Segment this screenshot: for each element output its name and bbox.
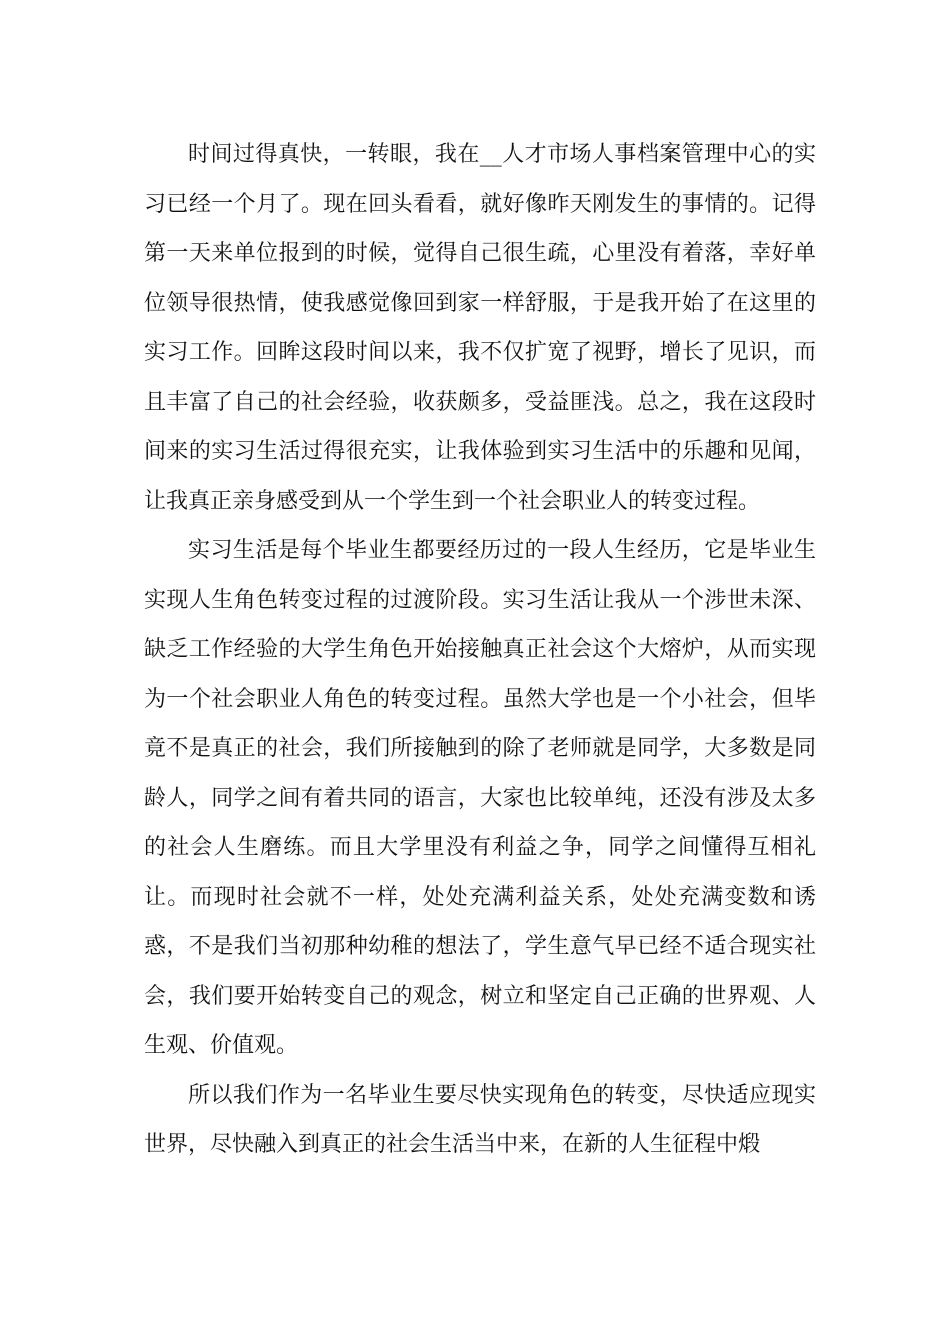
- paragraph-1: 时间过得真快，一转眼，我在__人才市场人事档案管理中心的实习已经一个月了。现在回头看看，就好像昨天刚发生的事情的。记得第一天来单位报到的时候，觉得自己很生疏，心里没有着落，幸好单位领导很热情，使我感觉像回到家一样舒服，于是我开始了在这里的实习工作。回眸这段时间以来，我不仅扩宽了视野，增长了见识，而且丰富了自己的社会经验，收获颇多，受益匪浅。总之，我在这段时间来的实习生活过得很充实，让我体验到实习生活中的乐趣和见闻，让我真正亲身感受到从一个学生到一个社会职业人的转变过程。: [144, 142, 816, 514]
- paragraph-2: 实习生活是每个毕业生都要经历过的一段人生经历，它是毕业生实现人生角色转变过程的过渡阶段。实习生活让我从一个涉世未深、缺乏工作经验的大学生角色开始接触真正社会这个大熔炉，从而实现为一个社会职业人角色的转变过程。虽然大学也是一个小社会，但毕竟不是真正的社会，我们所接触到的除了老师就是同学，大多数是同龄人，同学之间有着共同的语言，大家也比较单纯，还没有涉及太多的社会人生磨练。而且大学里没有利益之争，同学之间懂得互相礼让。而现时社会就不一样，处处充满利益关系，处处充满变数和诱惑，不是我们当初那种幼稚的想法了，学生意气早已经不适合现实社会，我们要开始转变自己的观念，树立和坚定自己正确的世界观、人生观、价值观。: [144, 538, 816, 1058]
- document-body: [144, 130, 816, 1170]
- paragraph-3: 所以我们作为一名毕业生要尽快实现角色的转变，尽快适应现实世界，尽快融入到真正的社会生活当中来，在新的人生征程中煅: [144, 1082, 816, 1157]
